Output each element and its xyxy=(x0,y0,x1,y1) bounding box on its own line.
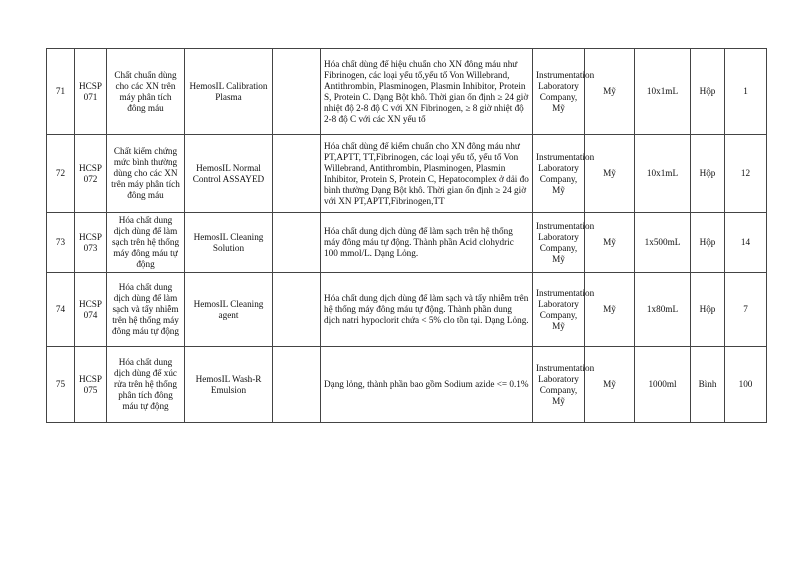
manufacturer: Instrumentation Laboratory Company, Mỹ xyxy=(533,213,585,273)
product-code: HCSP 071 xyxy=(75,49,107,135)
manufacturer: Instrumentation Laboratory Company, Mỹ xyxy=(533,347,585,423)
product-name: Hóa chất dung dịch dùng để xúc rửa trên hệ thống phân tích đông máu tự động xyxy=(107,347,185,423)
specification: Dạng lỏng, thành phần bao gồm Sodium azide <= 0.1% xyxy=(321,347,533,423)
product-code: HCSP 073 xyxy=(75,213,107,273)
trade-name: HemosIL Cleaning agent xyxy=(185,273,273,347)
manufacturer: Instrumentation Laboratory Company, Mỹ xyxy=(533,49,585,135)
product-code: HCSP 074 xyxy=(75,273,107,347)
table-row xyxy=(47,135,767,213)
quantity: 1 xyxy=(725,49,767,135)
product-name: Hóa chất dung dịch dùng để làm sạch trên hệ thống máy đông máu tự động xyxy=(107,213,185,273)
manufacturer: Instrumentation Laboratory Company, Mỹ xyxy=(533,135,585,213)
product-name: Chất chuẩn dùng cho các XN trên máy phân tích đông máu xyxy=(107,49,185,135)
quantity: 14 xyxy=(725,213,767,273)
packaging: 1x500mL xyxy=(635,213,691,273)
packaging: 1000ml xyxy=(635,347,691,423)
product-name: Hóa chất dung dịch dùng để làm sạch và tẩy nhiễm trên hệ thống máy đông máu tự động xyxy=(107,273,185,347)
row-number: 75 xyxy=(47,347,75,423)
empty-cell xyxy=(273,49,321,135)
product-code: HCSP 075 xyxy=(75,347,107,423)
trade-name: HemosIL Normal Control ASSAYED xyxy=(185,135,273,213)
trade-name: HemosIL Wash-R Emulsion xyxy=(185,347,273,423)
empty-cell xyxy=(273,135,321,213)
row-number: 73 xyxy=(47,213,75,273)
trade-name: HemosIL Calibration Plasma xyxy=(185,49,273,135)
unit: Bình xyxy=(691,347,725,423)
origin: Mỹ xyxy=(585,347,635,423)
unit: Hộp xyxy=(691,273,725,347)
empty-cell xyxy=(273,213,321,273)
specification: Hóa chất dung dịch dùng để làm sạch và tẩy nhiễm trên hệ thống máy đông máu tự động. Thành phần dung dịch natri hypoclorit chứa < 5% clo tồn tại. Dạng Lỏng. xyxy=(321,273,533,347)
row-number: 74 xyxy=(47,273,75,347)
table-row xyxy=(47,213,767,273)
origin: Mỹ xyxy=(585,135,635,213)
specification: Hóa chất dùng để kiểm chuẩn cho XN đông máu như PT,APTT, TT,Fibrinogen, các loại yếu tố, yếu tố Von Willebrand, Antithrombin, Plasminogen, Plasmin Inhibitor, Protein S, Protein C, Hepatocomplex ở dải đo bình thường Dạng Bột khô. Thời gian ổn định ≥ 24 giờ với XN PT,APTT,Fibrinogen,TT xyxy=(321,135,533,213)
product-table xyxy=(46,48,767,423)
quantity: 7 xyxy=(725,273,767,347)
unit: Hộp xyxy=(691,49,725,135)
row-number: 71 xyxy=(47,49,75,135)
table-row xyxy=(47,347,767,423)
quantity: 100 xyxy=(725,347,767,423)
product-code: HCSP 072 xyxy=(75,135,107,213)
row-number: 72 xyxy=(47,135,75,213)
specification: Hóa chất dùng để hiệu chuẩn cho XN đông máu như Fibrinogen, các loại yếu tố,yếu tố Von Willebrand, Antithrombin, Plasminogen, Plasmin Inhibitor, Protein S, Protein C. Dạng Bột khô. Thời gian ổn định ≥ 24 giờ nhiệt độ 2-8 độ C với XN Fibrinogen, ≥ 8 giờ nhiệt độ 2-8 độ C với các XN yếu tố xyxy=(321,49,533,135)
packaging: 10x1mL xyxy=(635,135,691,213)
table-row xyxy=(47,49,767,135)
empty-cell xyxy=(273,347,321,423)
unit: Hộp xyxy=(691,135,725,213)
manufacturer: Instrumentation Laboratory Company, Mỹ xyxy=(533,273,585,347)
empty-cell xyxy=(273,273,321,347)
unit: Hộp xyxy=(691,213,725,273)
trade-name: HemosIL Cleaning Solution xyxy=(185,213,273,273)
table-row xyxy=(47,273,767,347)
quantity: 12 xyxy=(725,135,767,213)
product-name: Chất kiểm chứng mức bình thường dùng cho các XN trên máy phân tích đông máu xyxy=(107,135,185,213)
packaging: 10x1mL xyxy=(635,49,691,135)
origin: Mỹ xyxy=(585,213,635,273)
origin: Mỹ xyxy=(585,273,635,347)
specification: Hóa chất dung dịch dùng để làm sạch trên hệ thống máy đông máu tự động. Thành phần Acid clohydric 100 mmol/L. Dạng Lỏng. xyxy=(321,213,533,273)
origin: Mỹ xyxy=(585,49,635,135)
packaging: 1x80mL xyxy=(635,273,691,347)
